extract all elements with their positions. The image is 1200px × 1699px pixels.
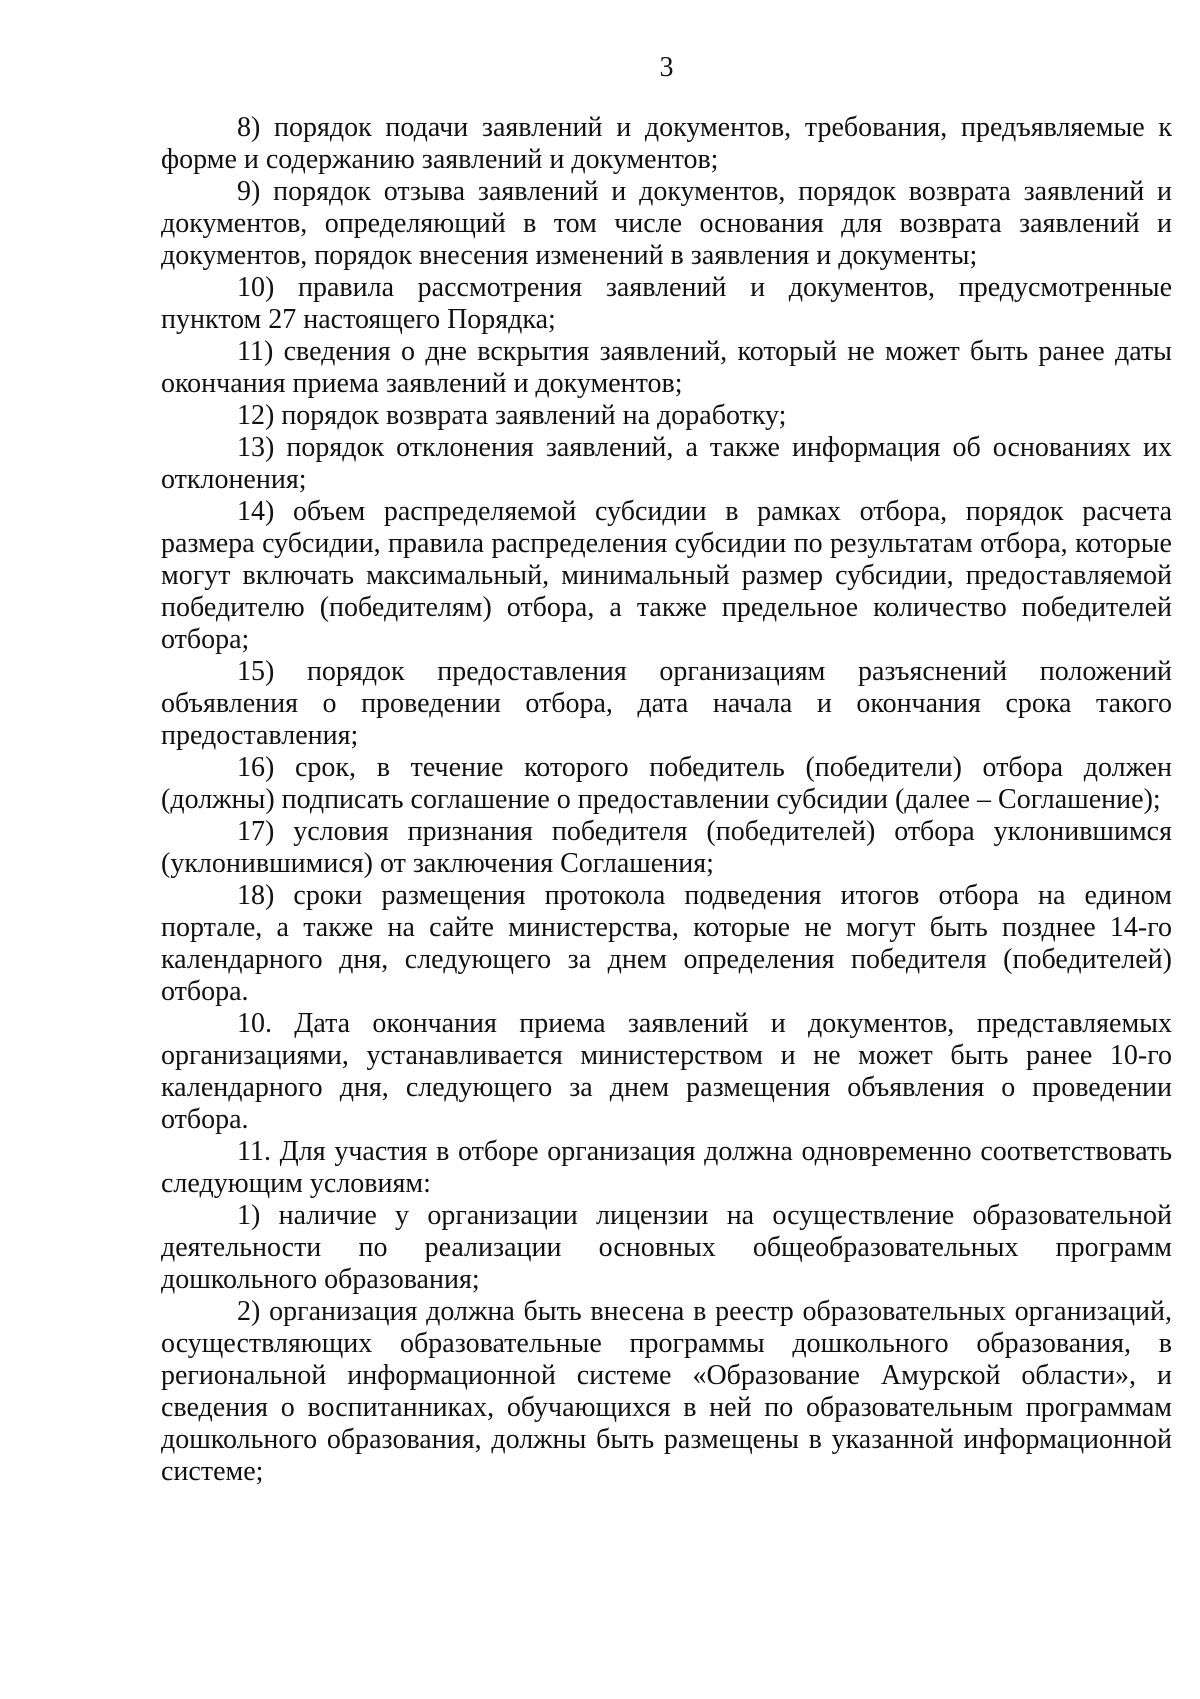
document-body bbox=[161, 112, 1172, 1488]
paragraph-section-11: 11. Для участия в отборе организация должна одновременно соответствовать следующим условиям: bbox=[161, 1136, 1172, 1199]
paragraph-item-14: 14) объем распределяемой субсидии в рамках отбора, порядок расчета размера субсидии, правила распределения субсидии по результатам отбора, которые могут включать максимальный, минимальный размер субсидии, предоставляемой победителю (победителям) отбора, а также предельное количество победителей отбора; bbox=[161, 496, 1172, 655]
paragraph-item-13: 13) порядок отклонения заявлений, а также информация об основаниях их отклонения; bbox=[161, 432, 1172, 495]
paragraph-condition-1: 1) наличие у организации лицензии на осуществление образовательной деятельности по реализации основных общеобразовательных программ дошкольного образования; bbox=[161, 1200, 1172, 1295]
paragraph-item-17: 17) условия признания победителя (победителей) отбора уклонившимся (уклонившимися) от заключения Соглашения; bbox=[161, 816, 1172, 879]
paragraph-item-8: 8) порядок подачи заявлений и документов, требования, предъявляемые к форме и содержанию заявлений и документов; bbox=[161, 112, 1172, 175]
paragraph-section-10: 10. Дата окончания приема заявлений и документов, представляемых организациями, устанавливается министерством и не может быть ранее 10-го календарного дня, следующего за днем размещения объявления о проведении отбора. bbox=[161, 1008, 1172, 1135]
paragraph-item-15: 15) порядок предоставления организациям разъяснений положений объявления о проведении отбора, дата начала и окончания срока такого предоставления; bbox=[161, 656, 1172, 751]
paragraph-item-11: 11) сведения о дне вскрытия заявлений, который не может быть ранее даты окончания приема заявлений и документов; bbox=[161, 336, 1172, 399]
paragraph-item-10: 10) правила рассмотрения заявлений и документов, предусмотренные пунктом 27 настоящего Порядка; bbox=[161, 272, 1172, 335]
page-number: 3 bbox=[659, 52, 674, 83]
paragraph-item-12: 12) порядок возврата заявлений на доработку; bbox=[237, 400, 787, 431]
paragraph-item-9: 9) порядок отзыва заявлений и документов, порядок возврата заявлений и документов, определяющий в том числе основания для возврата заявлений и документов, порядок внесения изменений в заявления и документы; bbox=[161, 176, 1172, 271]
paragraph-item-18: 18) сроки размещения протокола подведения итогов отбора на едином портале, а также на сайте министерства, которые не могут быть позднее 14-го календарного дня, следующего за днем определения победителя (победителей) отбора. bbox=[161, 880, 1172, 1007]
paragraph-condition-2: 2) организация должна быть внесена в реестр образовательных организаций, осуществляющих образовательные программы дошкольного образования, в региональной информационной системе «Образование Амурской области», и сведения о воспитанниках, обучающихся в ней по образовательным программам дошкольного образования, должны быть размещены в указанной информационной системе; bbox=[161, 1296, 1172, 1487]
paragraph-item-16: 16) срок, в течение которого победитель (победители) отбора должен (должны) подписать соглашение о предоставлении субсидии (далее – Соглашение); bbox=[161, 752, 1172, 815]
